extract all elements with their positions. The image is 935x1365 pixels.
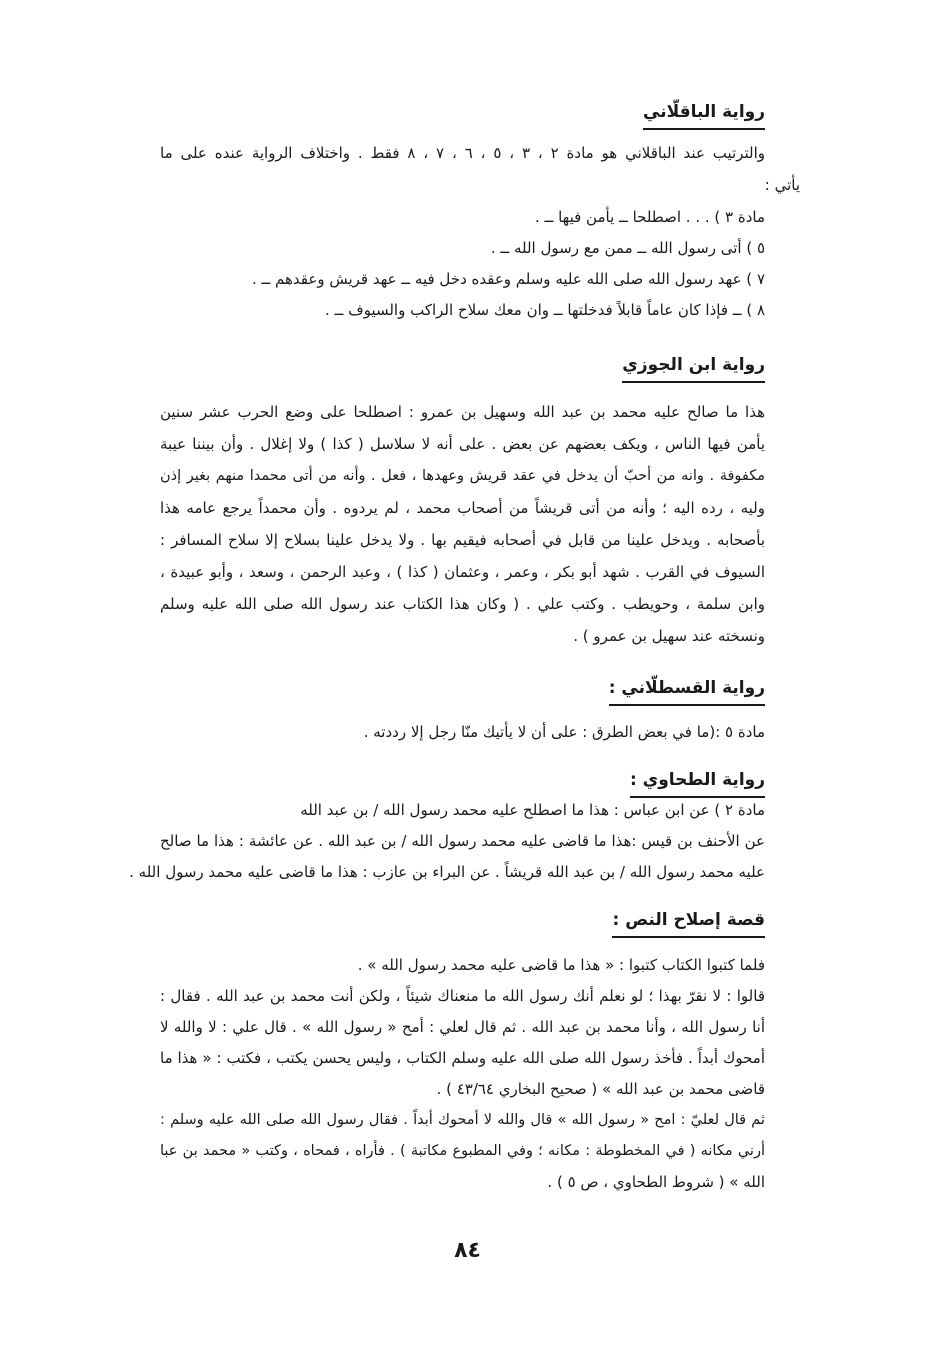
- text-line: قاضى محمد بن عبد الله » ( صحيح البخاري ٤٣/٦٤ ) .: [436, 1080, 765, 1098]
- section-heading-ibn-al-jawzi: رواية ابن الجوزي: [622, 353, 765, 383]
- text-line: فلما كتبوا الكتاب كتبوا : « هذا ما قاضى عليه محمد رسول الله » .: [357, 956, 765, 974]
- heading-underline: [643, 128, 765, 130]
- text-line: يأتي :: [764, 176, 800, 194]
- heading-underline: [630, 796, 765, 798]
- text-line: هذا ما صالح عليه محمد بن عبد الله وسهيل بن عمرو : اصطلحا على وضع الحرب عشر سنين: [160, 403, 765, 421]
- text-line: ٨ ) ــ فإذا كان عاماً قابلاً فدخلتها ــ وان معك سلاح الراكب والسيوف ــ .: [325, 301, 765, 319]
- text-line: مادة ٢ ) عن ابن عباس : هذا ما اصطلح عليه محمد رسول الله / بن عبد الله: [300, 801, 765, 819]
- text-line: وليه ، رده اليه ؛ وأنه من أتى قريشاً من أصحاب محمد ، لم يردوه . وأن محمداً يرجع عامه هذا: [160, 499, 765, 517]
- text-line: ٧ ) عهد رسول الله صلى الله عليه وسلم وعقده دخل فيه ــ عهد قريش وعقدهم ــ .: [251, 270, 765, 288]
- text-line: أرني مكانه ( في المخطوطة : مكانه ؛ وفي المطبوع مكاتبة ) . فأراه ، فمحاه ، وكتب « محمد بن عبا: [160, 1143, 765, 1159]
- text-line: مادة ٥ :(ما في بعض الطرق : على أن لا يأتيك منّا رجل إلا رددته .: [363, 723, 765, 741]
- text-line: عن الأحنف بن قيس :هذا ما قاضى عليه محمد رسول الله / بن عبد الله . عن عائشة : هذا ما صالح: [160, 832, 765, 850]
- text-line: السيوف في القرب . شهد أبو بكر ، وعمر ، وعثمان ( كذا ) ، وعبد الرحمن ، وسعد ، وأبو عبيدة ،: [160, 563, 765, 581]
- text-line: ٥ ) أتى رسول الله ــ ممن مع رسول الله ــ .: [490, 239, 765, 257]
- heading-underline: [612, 936, 765, 938]
- heading-underline: [609, 704, 765, 706]
- text-line: مكفوفة . وانه من أحبّ أن يدخل في عقد قريش وعهدها ، فعل . وأنه من أتى محمدا منهم بغير إذن: [160, 468, 765, 484]
- text-line: ثم قال لعليّ : امح « رسول الله » قال والله لا أمحوك أبداً . فقال رسول الله صلى الله عليه وسلم :: [160, 1112, 765, 1128]
- text-line: يأمن فيها الناس ، ويكف بعضهم عن بعض . على أنه لا سلاسل ( كذا ) ولا إغلال . وأن بيننا عيبة: [160, 435, 765, 453]
- text-line: أمحوك أبداً . فأخذ رسول الله صلى الله عليه وسلم الكتاب ، وليس يحسن يكتب ، فكتب : « هذا ما: [160, 1049, 765, 1067]
- text-line: قالوا : لا نقرّ بهذا ؛ لو نعلم أنك رسول الله ما منعناك شيئاً ، ولكن أنت محمد بن عبد الله . فقال :: [160, 987, 765, 1005]
- text-line: أنا رسول الله ، وأنا محمد بن عبد الله . ثم قال لعلي : أمح « رسول الله » . قال علي : لا والله لا: [160, 1018, 765, 1036]
- text-line: ونسخته عند سهيل بن عمرو ) .: [573, 627, 765, 645]
- text-line: عليه محمد رسول الله / بن عبد الله قريشاً . عن البراء بن عازب : هذا ما قاضى عليه محمد رسول الله .: [129, 863, 765, 881]
- text-line: بأصحابه . ويدخل علينا من قابل في أصحابه فيقيم بها . ولا يدخل علينا بسلاح إلا سلاح المسافر :: [160, 531, 765, 549]
- section-heading-text-correction: قصة إصلاح النص :: [612, 908, 765, 938]
- text-line: الله » ( شروط الطحاوي ، ص ٥ ) .: [547, 1173, 765, 1191]
- section-heading-tahawi: رواية الطحاوي :: [630, 768, 765, 798]
- heading-underline: [622, 381, 765, 383]
- page-number: ٨٤: [454, 1238, 481, 1263]
- text-line: وابن سلمة ، وحويطب . وكتب علي . ( وكان هذا الكتاب عند رسول الله صلى الله عليه وسلم: [160, 595, 765, 613]
- text-line: والترتيب عند الباقلاني هو مادة ٢ ، ٣ ، ٥ ، ٦ ، ٧ ، ٨ فقط . واختلاف الرواية عنده على ما: [160, 144, 765, 162]
- section-heading-baqillani: رواية الباقلّاني: [643, 100, 765, 130]
- text-line: مادة ٣ ) . . . اصطلحا ــ يأمن فيها ــ .: [535, 208, 765, 226]
- section-heading-qastallani: رواية القسطلّاني :: [609, 676, 765, 706]
